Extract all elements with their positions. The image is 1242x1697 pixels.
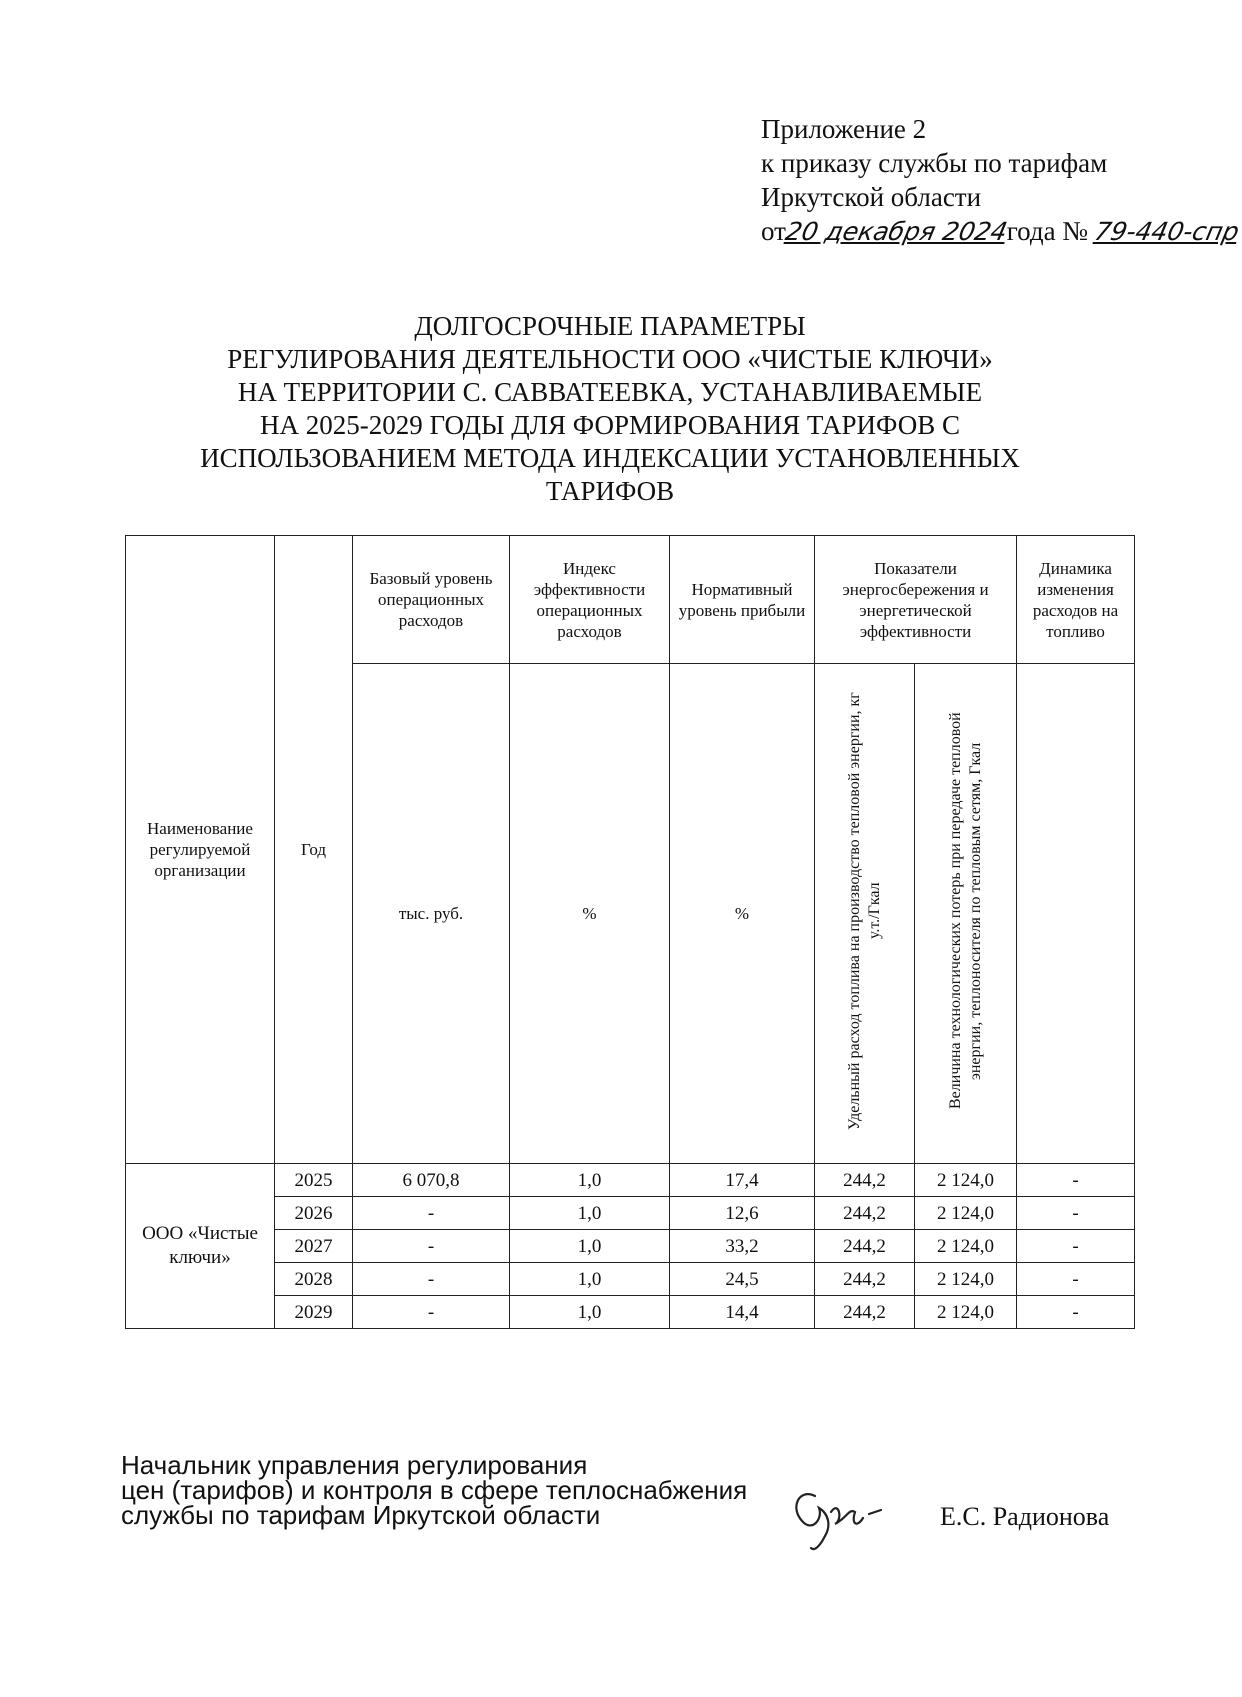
unit-fuel-empty [1017, 664, 1135, 1164]
org-name: ООО «Чистые ключи» [126, 1164, 275, 1329]
cell-year: 2028 [275, 1263, 353, 1296]
header-row [126, 536, 1135, 664]
cell-profit: 24,5 [670, 1263, 815, 1296]
annex-line-1: Приложение 2 [761, 114, 927, 144]
date-prefix: от [761, 216, 786, 246]
cell-year: 2025 [275, 1164, 353, 1197]
signer-name: Е.С. Радионова [940, 1502, 1110, 1531]
unit-index: % [510, 664, 670, 1164]
header-fuel-dynamics: Динамика изменения расходов на топливо [1017, 536, 1135, 664]
header-losses-cell [915, 664, 1017, 1164]
header-base: Базовый уровень операционных расходов [353, 536, 510, 664]
title-line-5: ИСПОЛЬЗОВАНИЕМ МЕТОДА ИНДЕКСАЦИИ УСТАНОВЛЕННЫХ [200, 443, 1020, 473]
table-row [126, 1230, 1135, 1263]
parameters-table [125, 535, 1135, 1329]
title-line-6: ТАРИФОВ [545, 476, 675, 506]
header-energy: Показатели энергосбережения и энергетической эффективности [815, 536, 1017, 664]
cell-base: - [353, 1230, 510, 1263]
signature-icon [785, 1478, 895, 1558]
cell-fuel-dynamics: - [1017, 1296, 1135, 1329]
cell-fuel-dynamics: - [1017, 1263, 1135, 1296]
annex-date-line [761, 214, 1242, 249]
cell-fuel-rate: 244,2 [815, 1197, 915, 1230]
cell-index: 1,0 [510, 1230, 670, 1263]
table-row [126, 1197, 1135, 1230]
cell-base: - [353, 1296, 510, 1329]
cell-losses: 2 124,0 [915, 1263, 1017, 1296]
cell-index: 1,0 [510, 1197, 670, 1230]
signer-line-1: Начальник управления регулирования [121, 1450, 588, 1480]
cell-index: 1,0 [510, 1296, 670, 1329]
cell-fuel-dynamics: - [1017, 1164, 1135, 1197]
cell-losses: 2 124,0 [915, 1230, 1017, 1263]
header-fuel-rate: Удельный расход топлива на производство тепловой энергии, кг у.т./Гкал [845, 692, 883, 1130]
signer-line-2: цен (тарифов) и контроля в сфере теплоснабжения [121, 1475, 748, 1505]
table-row [126, 1296, 1135, 1329]
cell-base: - [353, 1197, 510, 1230]
cell-fuel-rate: 244,2 [815, 1230, 915, 1263]
header-fuel-rate-cell [815, 664, 915, 1164]
header-losses: Величина технологических потерь при передаче тепловой энергии, теплоносителя по тепловым сетям, Гкал [946, 712, 984, 1110]
cell-base: 6 070,8 [353, 1164, 510, 1197]
annex-block [761, 112, 1242, 249]
header-year: Год [275, 536, 353, 1164]
header-org: Наименование регулируемой организации [126, 536, 275, 1164]
signer-line-3: службы по тарифам Иркутской области [121, 1500, 601, 1530]
signer-position [121, 1450, 748, 1530]
cell-year: 2029 [275, 1296, 353, 1329]
cell-year: 2026 [275, 1197, 353, 1230]
annex-line-2: к приказу службы по тарифам [761, 148, 1108, 178]
unit-profit: % [670, 664, 815, 1164]
header-index: Индекс эффективности операционных расходов [510, 536, 670, 664]
cell-index: 1,0 [510, 1164, 670, 1197]
handwritten-date: 20 декабря 2024 [782, 217, 1010, 246]
cell-fuel-rate: 244,2 [815, 1296, 915, 1329]
cell-profit: 33,2 [670, 1230, 815, 1263]
title-line-2: РЕГУЛИРОВАНИЯ ДЕЯТЕЛЬНОСТИ ООО «ЧИСТЫЕ КЛЮЧИ» [227, 344, 993, 374]
cell-fuel-rate: 244,2 [815, 1164, 915, 1197]
cell-fuel-dynamics: - [1017, 1230, 1135, 1263]
title-line-1: ДОЛГОСРОЧНЫЕ ПАРАМЕТРЫ [414, 311, 806, 341]
cell-profit: 12,6 [670, 1197, 815, 1230]
cell-year: 2027 [275, 1230, 353, 1263]
handwritten-number: 79-440-спр [1091, 217, 1242, 246]
annex-line-3: Иркутской области [761, 182, 982, 212]
cell-fuel-dynamics: - [1017, 1197, 1135, 1230]
cell-fuel-rate: 244,2 [815, 1263, 915, 1296]
cell-index: 1,0 [510, 1263, 670, 1296]
header-profit: Нормативный уровень прибыли [670, 536, 815, 664]
document-title [200, 310, 1020, 508]
cell-losses: 2 124,0 [915, 1197, 1017, 1230]
cell-base: - [353, 1263, 510, 1296]
table-row [126, 1263, 1135, 1296]
cell-losses: 2 124,0 [915, 1296, 1017, 1329]
table-row [126, 1164, 1135, 1197]
title-line-4: НА 2025-2029 ГОДЫ ДЛЯ ФОРМИРОВАНИЯ ТАРИФОВ С [260, 410, 960, 440]
date-middle: года № [1006, 216, 1089, 246]
title-line-3: НА ТЕРРИТОРИИ С. САВВАТЕЕВКА, УСТАНАВЛИВАЕМЫЕ [237, 377, 983, 407]
cell-losses: 2 124,0 [915, 1164, 1017, 1197]
cell-profit: 14,4 [670, 1296, 815, 1329]
cell-profit: 17,4 [670, 1164, 815, 1197]
unit-base: тыс. руб. [353, 664, 510, 1164]
